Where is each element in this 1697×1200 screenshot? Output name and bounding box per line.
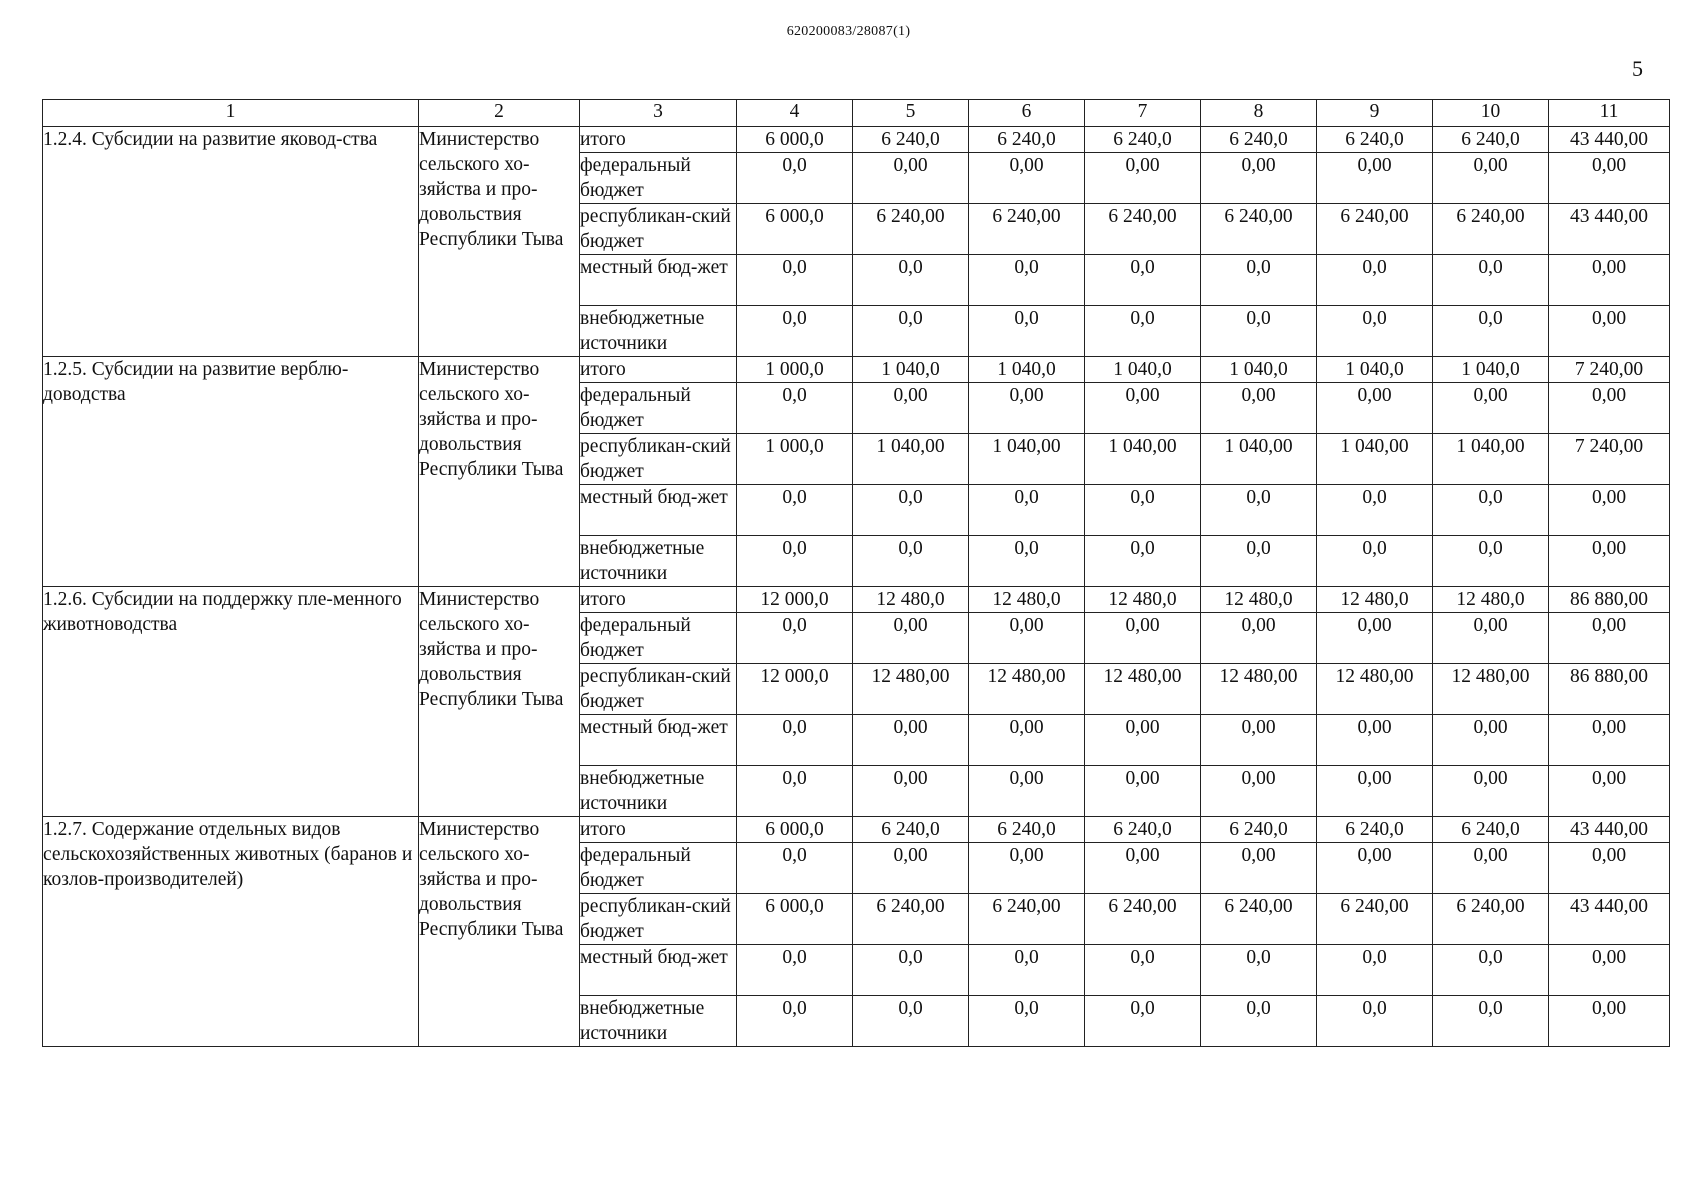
- column-number: 8: [1201, 100, 1317, 127]
- amount-cell: 6 240,0: [1433, 817, 1549, 843]
- amount-cell: 0,0: [737, 613, 853, 664]
- amount-cell: 0,00: [1317, 843, 1433, 894]
- executor-name: Министерство сельского хо-зяйства и про-довольствия Республики Тыва: [419, 127, 580, 357]
- amount-cell: 1 040,00: [1317, 434, 1433, 485]
- amount-cell: 1 040,0: [1201, 357, 1317, 383]
- amount-cell: 43 440,00: [1549, 127, 1670, 153]
- measure-name: 1.2.7. Содержание отдельных видов сельскохозяйственных животных (баранов и козлов-производителей): [43, 817, 419, 1047]
- amount-cell: 0,0: [1433, 255, 1549, 306]
- amount-cell: 0,00: [1201, 153, 1317, 204]
- amount-cell: 7 240,00: [1549, 434, 1670, 485]
- amount-cell: 0,00: [1085, 613, 1201, 664]
- executor-name: Министерство сельского хо-зяйства и про-довольствия Республики Тыва: [419, 357, 580, 587]
- funding-source: республикан-ский бюджет: [580, 204, 737, 255]
- amount-cell: 6 240,00: [1201, 204, 1317, 255]
- amount-cell: 6 240,00: [1085, 204, 1201, 255]
- amount-cell: 0,00: [1201, 383, 1317, 434]
- amount-cell: 6 240,00: [969, 204, 1085, 255]
- amount-cell: 12 480,0: [1201, 587, 1317, 613]
- column-number: 4: [737, 100, 853, 127]
- amount-cell: 0,0: [1085, 945, 1201, 996]
- amount-cell: 0,00: [1433, 153, 1549, 204]
- amount-cell: 0,0: [737, 383, 853, 434]
- amount-cell: 0,0: [737, 536, 853, 587]
- amount-cell: 0,00: [1201, 766, 1317, 817]
- amount-cell: 0,00: [969, 715, 1085, 766]
- amount-cell: 0,00: [1433, 715, 1549, 766]
- amount-cell: 0,00: [853, 383, 969, 434]
- amount-cell: 86 880,00: [1549, 587, 1670, 613]
- amount-cell: 0,0: [1317, 996, 1433, 1047]
- amount-cell: 6 240,0: [1317, 817, 1433, 843]
- amount-cell: 1 040,00: [1433, 434, 1549, 485]
- amount-cell: 7 240,00: [1549, 357, 1670, 383]
- amount-cell: 12 480,0: [969, 587, 1085, 613]
- column-number: 5: [853, 100, 969, 127]
- executor-name: Министерство сельского хо-зяйства и про-довольствия Республики Тыва: [419, 587, 580, 817]
- amount-cell: 0,00: [853, 843, 969, 894]
- amount-cell: 0,00: [1433, 613, 1549, 664]
- column-number: 7: [1085, 100, 1201, 127]
- funding-source: внебюджетные источники: [580, 996, 737, 1047]
- column-number: 3: [580, 100, 737, 127]
- amount-cell: 12 480,0: [1433, 587, 1549, 613]
- document-id: 620200083/28087(1): [786, 24, 911, 39]
- funding-source: федеральный бюджет: [580, 153, 737, 204]
- amount-cell: 6 240,0: [1433, 127, 1549, 153]
- amount-cell: 12 480,00: [969, 664, 1085, 715]
- amount-cell: 6 240,00: [1317, 894, 1433, 945]
- amount-cell: 12 480,00: [1433, 664, 1549, 715]
- amount-cell: 86 880,00: [1549, 664, 1670, 715]
- column-number-row: [43, 100, 1670, 127]
- funding-source: республикан-ский бюджет: [580, 434, 737, 485]
- table-row: [43, 357, 1670, 383]
- amount-cell: 6 240,00: [969, 894, 1085, 945]
- amount-cell: 0,00: [1433, 843, 1549, 894]
- amount-cell: 0,00: [1085, 843, 1201, 894]
- amount-cell: 43 440,00: [1549, 204, 1670, 255]
- funding-source: внебюджетные источники: [580, 306, 737, 357]
- amount-cell: 0,00: [853, 613, 969, 664]
- amount-cell: 6 000,0: [737, 127, 853, 153]
- funding-source: итого: [580, 587, 737, 613]
- amount-cell: 6 240,0: [1201, 817, 1317, 843]
- amount-cell: 0,0: [1085, 306, 1201, 357]
- amount-cell: 12 480,0: [853, 587, 969, 613]
- amount-cell: 0,00: [969, 153, 1085, 204]
- amount-cell: 0,0: [1433, 996, 1549, 1047]
- amount-cell: 0,00: [1549, 153, 1670, 204]
- amount-cell: 6 240,0: [1085, 817, 1201, 843]
- amount-cell: 6 000,0: [737, 817, 853, 843]
- amount-cell: 1 040,00: [969, 434, 1085, 485]
- amount-cell: 0,0: [1317, 945, 1433, 996]
- amount-cell: 0,0: [1201, 536, 1317, 587]
- amount-cell: 1 040,00: [853, 434, 969, 485]
- amount-cell: 0,00: [1317, 715, 1433, 766]
- measure-name: 1.2.5. Субсидии на развитие верблю-доводства: [43, 357, 419, 587]
- amount-cell: 0,0: [969, 945, 1085, 996]
- amount-cell: 0,00: [1549, 613, 1670, 664]
- amount-cell: 12 000,0: [737, 587, 853, 613]
- amount-cell: 0,0: [1317, 536, 1433, 587]
- amount-cell: 0,0: [1085, 536, 1201, 587]
- amount-cell: 43 440,00: [1549, 894, 1670, 945]
- amount-cell: 0,00: [1549, 306, 1670, 357]
- amount-cell: 0,0: [1317, 306, 1433, 357]
- funding-source: республикан-ский бюджет: [580, 664, 737, 715]
- amount-cell: 12 000,0: [737, 664, 853, 715]
- funding-source: внебюджетные источники: [580, 766, 737, 817]
- funding-source: итого: [580, 817, 737, 843]
- amount-cell: 6 240,0: [969, 817, 1085, 843]
- amount-cell: 1 040,0: [1085, 357, 1201, 383]
- funding-source: итого: [580, 357, 737, 383]
- amount-cell: 0,00: [1433, 383, 1549, 434]
- amount-cell: 6 240,0: [969, 127, 1085, 153]
- column-number: 2: [419, 100, 580, 127]
- amount-cell: 0,00: [1085, 383, 1201, 434]
- amount-cell: 12 480,00: [1201, 664, 1317, 715]
- amount-cell: 0,0: [1201, 306, 1317, 357]
- amount-cell: 0,0: [969, 536, 1085, 587]
- amount-cell: 0,0: [853, 945, 969, 996]
- amount-cell: 0,0: [1317, 255, 1433, 306]
- amount-cell: 0,0: [853, 306, 969, 357]
- page-number: 5: [1632, 56, 1643, 81]
- amount-cell: 6 240,00: [1317, 204, 1433, 255]
- measure-name: 1.2.4. Субсидии на развитие яковод-ства: [43, 127, 419, 357]
- amount-cell: 0,0: [1085, 485, 1201, 536]
- amount-cell: 0,00: [853, 153, 969, 204]
- measure-name: 1.2.6. Субсидии на поддержку пле-менного животноводства: [43, 587, 419, 817]
- amount-cell: 0,00: [1201, 613, 1317, 664]
- funding-source: местный бюд-жет: [580, 715, 737, 766]
- amount-cell: 6 240,0: [1085, 127, 1201, 153]
- amount-cell: 0,00: [969, 383, 1085, 434]
- funding-source: итого: [580, 127, 737, 153]
- amount-cell: 1 040,0: [853, 357, 969, 383]
- amount-cell: 0,0: [1201, 255, 1317, 306]
- amount-cell: 6 240,0: [1201, 127, 1317, 153]
- amount-cell: 0,0: [1085, 996, 1201, 1047]
- funding-source: республикан-ский бюджет: [580, 894, 737, 945]
- amount-cell: 0,0: [1201, 996, 1317, 1047]
- executor-name: Министерство сельского хо-зяйства и про-довольствия Республики Тыва: [419, 817, 580, 1047]
- amount-cell: 0,0: [737, 843, 853, 894]
- amount-cell: 0,0: [737, 306, 853, 357]
- amount-cell: 1 040,0: [1317, 357, 1433, 383]
- column-number: 6: [969, 100, 1085, 127]
- funding-source: федеральный бюджет: [580, 843, 737, 894]
- amount-cell: 0,00: [1549, 255, 1670, 306]
- amount-cell: 0,00: [1317, 613, 1433, 664]
- amount-cell: 1 000,0: [737, 434, 853, 485]
- amount-cell: 0,00: [853, 766, 969, 817]
- amount-cell: 6 240,00: [1433, 894, 1549, 945]
- amount-cell: 0,0: [969, 306, 1085, 357]
- amount-cell: 0,00: [969, 613, 1085, 664]
- amount-cell: 6 240,00: [1085, 894, 1201, 945]
- amount-cell: 0,00: [1317, 153, 1433, 204]
- amount-cell: 0,00: [1549, 536, 1670, 587]
- amount-cell: 0,0: [853, 536, 969, 587]
- amount-cell: 1 040,00: [1085, 434, 1201, 485]
- amount-cell: 0,0: [1433, 306, 1549, 357]
- amount-cell: 0,00: [1549, 766, 1670, 817]
- column-number: 1: [43, 100, 419, 127]
- column-number: 11: [1549, 100, 1670, 127]
- amount-cell: 6 000,0: [737, 894, 853, 945]
- amount-cell: 0,0: [737, 153, 853, 204]
- amount-cell: 0,0: [1317, 485, 1433, 536]
- budget-table: [42, 99, 1670, 1047]
- funding-source: федеральный бюджет: [580, 613, 737, 664]
- table-row: [43, 817, 1670, 843]
- amount-cell: 1 040,0: [969, 357, 1085, 383]
- amount-cell: 1 040,0: [1433, 357, 1549, 383]
- funding-source: местный бюд-жет: [580, 255, 737, 306]
- amount-cell: 0,00: [969, 766, 1085, 817]
- amount-cell: 6 240,00: [853, 894, 969, 945]
- amount-cell: 0,0: [737, 945, 853, 996]
- amount-cell: 0,00: [1549, 843, 1670, 894]
- amount-cell: 0,0: [1433, 945, 1549, 996]
- amount-cell: 12 480,0: [1317, 587, 1433, 613]
- amount-cell: 0,00: [1549, 383, 1670, 434]
- amount-cell: 0,0: [969, 485, 1085, 536]
- table-row: [43, 127, 1670, 153]
- amount-cell: 6 240,0: [1317, 127, 1433, 153]
- amount-cell: 0,00: [1549, 485, 1670, 536]
- amount-cell: 0,0: [737, 766, 853, 817]
- amount-cell: 0,0: [1085, 255, 1201, 306]
- column-number: 9: [1317, 100, 1433, 127]
- amount-cell: 6 240,00: [1201, 894, 1317, 945]
- amount-cell: 6 240,0: [853, 127, 969, 153]
- amount-cell: 1 040,00: [1201, 434, 1317, 485]
- amount-cell: 0,00: [1317, 766, 1433, 817]
- table-row: [43, 587, 1670, 613]
- funding-source: местный бюд-жет: [580, 945, 737, 996]
- amount-cell: 0,00: [1201, 843, 1317, 894]
- funding-source: федеральный бюджет: [580, 383, 737, 434]
- amount-cell: 0,0: [1433, 536, 1549, 587]
- amount-cell: 0,0: [853, 255, 969, 306]
- funding-source: местный бюд-жет: [580, 485, 737, 536]
- amount-cell: 0,00: [853, 715, 969, 766]
- amount-cell: 6 240,00: [853, 204, 969, 255]
- amount-cell: 12 480,00: [1317, 664, 1433, 715]
- amount-cell: 6 240,0: [853, 817, 969, 843]
- amount-cell: 0,0: [1201, 945, 1317, 996]
- amount-cell: 0,0: [1201, 485, 1317, 536]
- column-number: 10: [1433, 100, 1549, 127]
- amount-cell: 0,0: [737, 485, 853, 536]
- amount-cell: 0,0: [969, 996, 1085, 1047]
- amount-cell: 0,00: [1549, 996, 1670, 1047]
- amount-cell: 0,00: [1201, 715, 1317, 766]
- amount-cell: 1 000,0: [737, 357, 853, 383]
- amount-cell: 12 480,00: [1085, 664, 1201, 715]
- amount-cell: 12 480,0: [1085, 587, 1201, 613]
- amount-cell: 0,00: [969, 843, 1085, 894]
- amount-cell: 0,00: [1085, 766, 1201, 817]
- amount-cell: 0,0: [853, 485, 969, 536]
- funding-source: внебюджетные источники: [580, 536, 737, 587]
- amount-cell: 0,00: [1085, 715, 1201, 766]
- amount-cell: 0,0: [1433, 485, 1549, 536]
- amount-cell: 0,00: [1549, 715, 1670, 766]
- amount-cell: 0,00: [1433, 766, 1549, 817]
- amount-cell: 0,0: [853, 996, 969, 1047]
- amount-cell: 6 240,00: [1433, 204, 1549, 255]
- amount-cell: 12 480,00: [853, 664, 969, 715]
- amount-cell: 0,0: [737, 255, 853, 306]
- amount-cell: 0,00: [1317, 383, 1433, 434]
- amount-cell: 0,0: [737, 996, 853, 1047]
- amount-cell: 6 000,0: [737, 204, 853, 255]
- amount-cell: 0,0: [969, 255, 1085, 306]
- amount-cell: 0,00: [1085, 153, 1201, 204]
- amount-cell: 43 440,00: [1549, 817, 1670, 843]
- amount-cell: 0,00: [1549, 945, 1670, 996]
- amount-cell: 0,0: [737, 715, 853, 766]
